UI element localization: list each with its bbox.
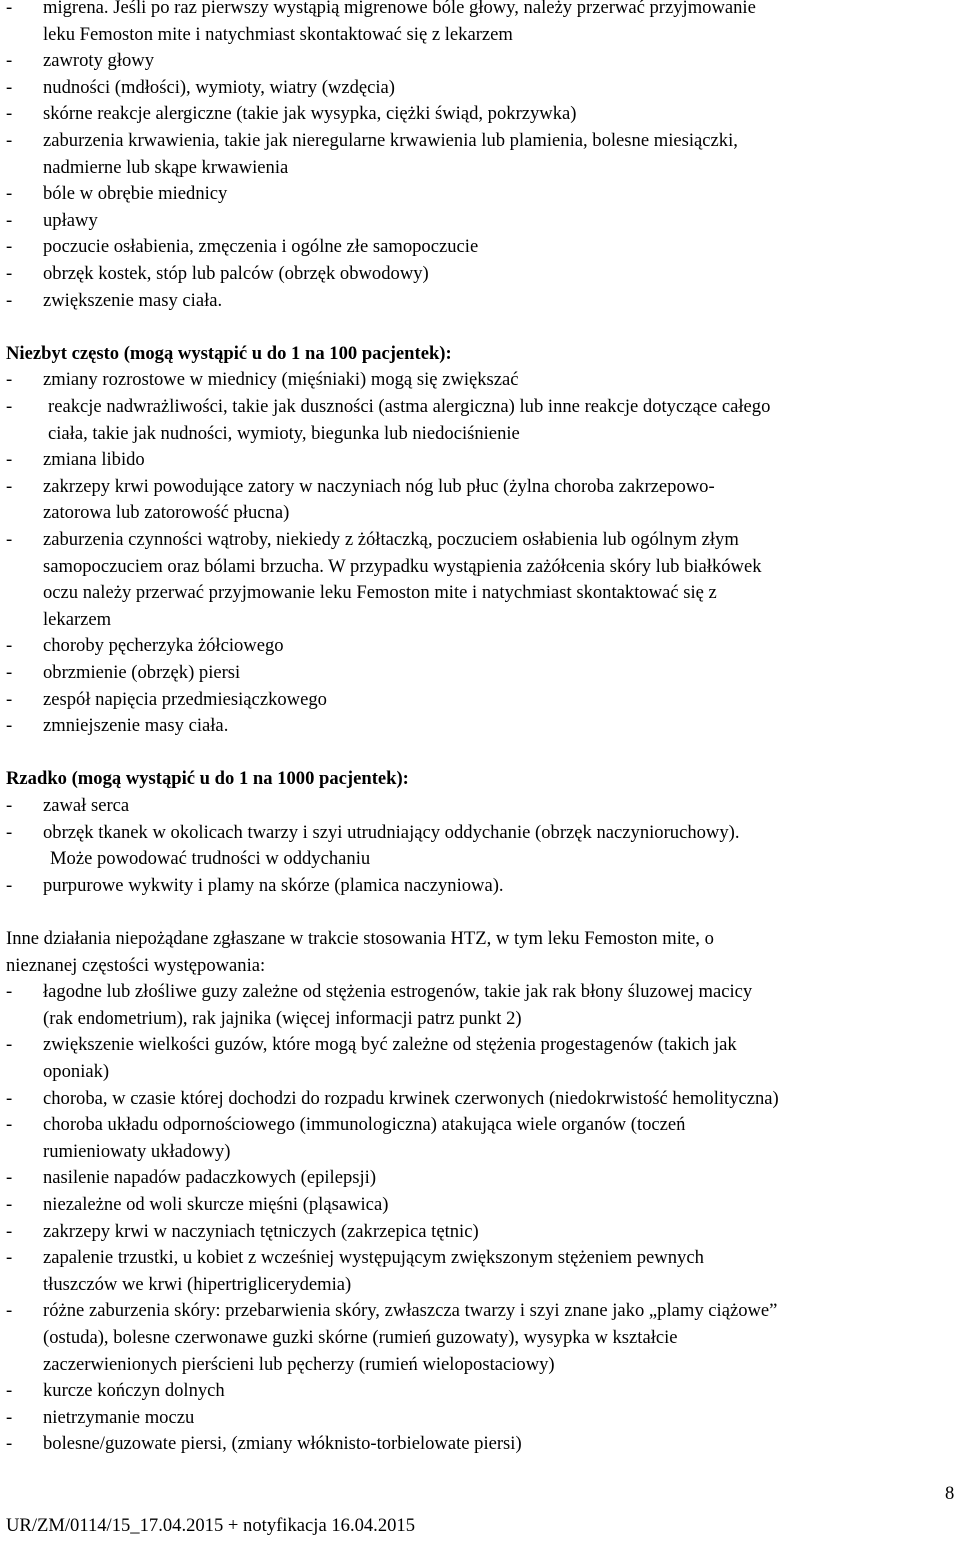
- list-bullet-dash: -: [6, 688, 13, 710]
- list-bullet-dash: -: [6, 874, 13, 896]
- list-item-text: łagodne lub złośliwe guzy zależne od stężenia estrogenów, takie jak rak błony śluzowej macicy: [43, 981, 753, 1003]
- list-item-text: samopoczuciem oraz bólami brzucha. W przypadku wystąpienia zażółcenia skóry lub białkówek: [43, 555, 762, 577]
- list-bullet-dash: -: [6, 76, 13, 98]
- list-bullet-dash: -: [6, 821, 13, 843]
- list-bullet-dash: -: [6, 795, 13, 816]
- list-item-text: zawał serca: [43, 795, 130, 816]
- paragraph-text: Inne działania niepożądane zgłaszane w trakcie stosowania HTZ, w tym leku Femoston mite, o: [6, 928, 714, 949]
- list-item-text: zakrzepy krwi powodujące zatory w naczyniach nóg lub płuc (żylna choroba zakrzepowo-: [43, 475, 715, 497]
- list-item-text: choroba układu odpornościowego (immunologiczna) atakująca wiele organów (toczeń: [43, 1114, 686, 1136]
- list-item-text: nadmierne lub skąpe krwawienia: [43, 156, 289, 178]
- list-item-text: zawroty głowy: [43, 50, 155, 72]
- list-item-text: rumieniowaty układowy): [43, 1140, 231, 1162]
- list-bullet-dash: -: [6, 449, 13, 471]
- list-bullet-dash: -: [6, 209, 13, 231]
- list-item-text: zespół napięcia przedmiesiączkowego: [43, 688, 327, 710]
- list-item-text: obrzmienie (obrzęk) piersi: [43, 662, 241, 683]
- list-item-text: zmiana libido: [43, 449, 145, 471]
- list-bullet-dash: -: [6, 715, 13, 737]
- list-item-text: zapalenie trzustki, u kobiet z wcześniej występującym zwiększonym stężeniem pewnych: [43, 1247, 704, 1269]
- list-item-text: obrzęk tkanek w okolicach twarzy i szyi utrudniający oddychanie (obrzęk naczynioruchowy).: [43, 821, 740, 843]
- list-item-text: choroby pęcherzyka żółciowego: [43, 635, 284, 657]
- list-bullet-dash: -: [6, 289, 13, 311]
- footer-reference: UR/ZM/0114/15_17.04.2015 + notyfikacja 16.04.2015: [6, 1515, 416, 1536]
- list-bullet-dash: -: [6, 981, 13, 1003]
- list-item-text: nudności (mdłości), wymioty, wiatry (wzdęcia): [43, 76, 395, 98]
- list-item-text: skórne reakcje alergiczne (takie jak wysypka, ciężki świąd, pokrzywka): [43, 103, 577, 125]
- list-bullet-dash: -: [6, 1380, 13, 1402]
- list-bullet-dash: -: [6, 1220, 13, 1242]
- list-item-text: zaburzenia czynności wątroby, niekiedy z żółtaczką, poczuciem osłabienia lub ogólnym złym: [43, 529, 739, 550]
- list-item-text: zaburzenia krwawienia, takie jak nieregularne krwawienia lub plamienia, bolesne miesiączki,: [43, 130, 738, 151]
- list-item-text: zatorowa lub zatorowość płucna): [43, 502, 290, 524]
- list-item-text: zakrzepy krwi w naczyniach tętniczych (zakrzepica tętnic): [43, 1220, 479, 1242]
- list-item-text: oponiak): [43, 1061, 110, 1082]
- list-item-text: (ostuda), bolesne czerwonawe guzki skórne (rumień guzowaty), wysypka w kształcie: [43, 1327, 678, 1348]
- list-bullet-dash: -: [6, 475, 13, 497]
- list-item-text: reakcje nadwrażliwości, takie jak duszności (astma alergiczna) lub inne reakcje dotyczące całego: [48, 396, 771, 417]
- list-bullet-dash: -: [6, 396, 13, 417]
- list-item-text: niezależne od woli skurcze mięśni (pląsawica): [43, 1194, 389, 1215]
- list-bullet-dash: -: [6, 1034, 13, 1056]
- list-item-text: obrzęk kostek, stóp lub palców (obrzęk obwodowy): [43, 263, 429, 284]
- list-item-text: migrena. Jeśli po raz pierwszy wystąpią migrenowe bóle głowy, należy przerwać przyjmowanie: [43, 0, 756, 18]
- list-item-text: (rak endometrium), rak jajnika (więcej informacji patrz punkt 2): [43, 1007, 522, 1029]
- list-bullet-dash: -: [6, 1406, 13, 1428]
- list-item-text: choroba, w czasie której dochodzi do rozpadu krwinek czerwonych (niedokrwistość hemolityczna): [43, 1087, 779, 1109]
- list-item-text: upławy: [43, 209, 98, 231]
- list-bullet-dash: -: [6, 183, 13, 205]
- list-bullet-dash: -: [6, 529, 13, 550]
- list-bullet-dash: -: [6, 1433, 13, 1455]
- list-bullet-dash: -: [6, 1194, 13, 1215]
- list-bullet-dash: -: [6, 0, 13, 18]
- list-item-text: zwiększenie masy ciała.: [43, 289, 223, 311]
- list-item-text: zaczerwienionych pierścieni lub pęcherzy (rumień wielopostaciowy): [43, 1353, 555, 1375]
- list-item-text: zwiększenie wielkości guzów, które mogą być zależne od stężenia progestagenów (takich jak: [43, 1034, 737, 1056]
- list-bullet-dash: -: [6, 1300, 13, 1322]
- list-item-text: różne zaburzenia skóry: przebarwienia skóry, zwłaszcza twarzy i szyi znane jako „plamy ciążowe”: [43, 1300, 778, 1322]
- list-item-text: oczu należy przerwać przyjmowanie leku Femoston mite i natychmiast skontaktować się z: [43, 582, 717, 604]
- list-bullet-dash: -: [6, 263, 13, 284]
- list-item-text: bóle w obrębie miednicy: [43, 183, 228, 205]
- list-bullet-dash: -: [6, 1087, 13, 1109]
- list-item-text: leku Femoston mite i natychmiast skontaktować się z lekarzem: [43, 23, 513, 45]
- list-item-text: purpurowe wykwity i plamy na skórze (plamica naczyniowa).: [43, 874, 504, 896]
- paragraph-text: nieznanej częstości występowania:: [6, 954, 266, 976]
- list-item-text: Może powodować trudności w oddychaniu: [50, 848, 371, 870]
- list-bullet-dash: -: [6, 130, 13, 151]
- list-bullet-dash: -: [6, 103, 13, 125]
- list-item-text: bolesne/guzowate piersi, (zmiany włóknisto-torbielowate piersi): [43, 1433, 522, 1455]
- list-bullet-dash: -: [6, 50, 13, 72]
- list-item-text: poczucie osłabienia, zmęczenia i ogólne złe samopoczucie: [43, 236, 479, 258]
- list-bullet-dash: -: [6, 662, 13, 683]
- list-item-text: nietrzymanie moczu: [43, 1406, 195, 1428]
- list-item-text: zmiany rozrostowe w miednicy (mięśniaki) mogą się zwiększać: [43, 369, 519, 391]
- list-item-text: tłuszczów we krwi (hipertriglicerydemia): [43, 1273, 352, 1295]
- list-bullet-dash: -: [6, 369, 13, 391]
- section-heading-text: Niezbyt często (mogą wystąpić u do 1 na 100 pacjentek):: [6, 342, 452, 364]
- list-bullet-dash: -: [6, 236, 13, 258]
- list-item-text: zmniejszenie masy ciała.: [43, 715, 229, 737]
- list-bullet-dash: -: [6, 1167, 13, 1189]
- list-item-text: kurcze kończyn dolnych: [43, 1380, 225, 1402]
- list-bullet-dash: -: [6, 1247, 13, 1269]
- list-bullet-dash: -: [6, 1114, 13, 1136]
- page-number: 8: [945, 1483, 955, 1504]
- list-item-text: ciała, takie jak nudności, wymioty, biegunka lub niedociśnienie: [48, 422, 520, 444]
- section-heading-text: Rzadko (mogą wystąpić u do 1 na 1000 pacjentek):: [6, 768, 409, 790]
- list-item-text: lekarzem: [43, 608, 112, 630]
- list-item-text: nasilenie napadów padaczkowych (epilepsji): [43, 1167, 377, 1189]
- list-bullet-dash: -: [6, 635, 13, 657]
